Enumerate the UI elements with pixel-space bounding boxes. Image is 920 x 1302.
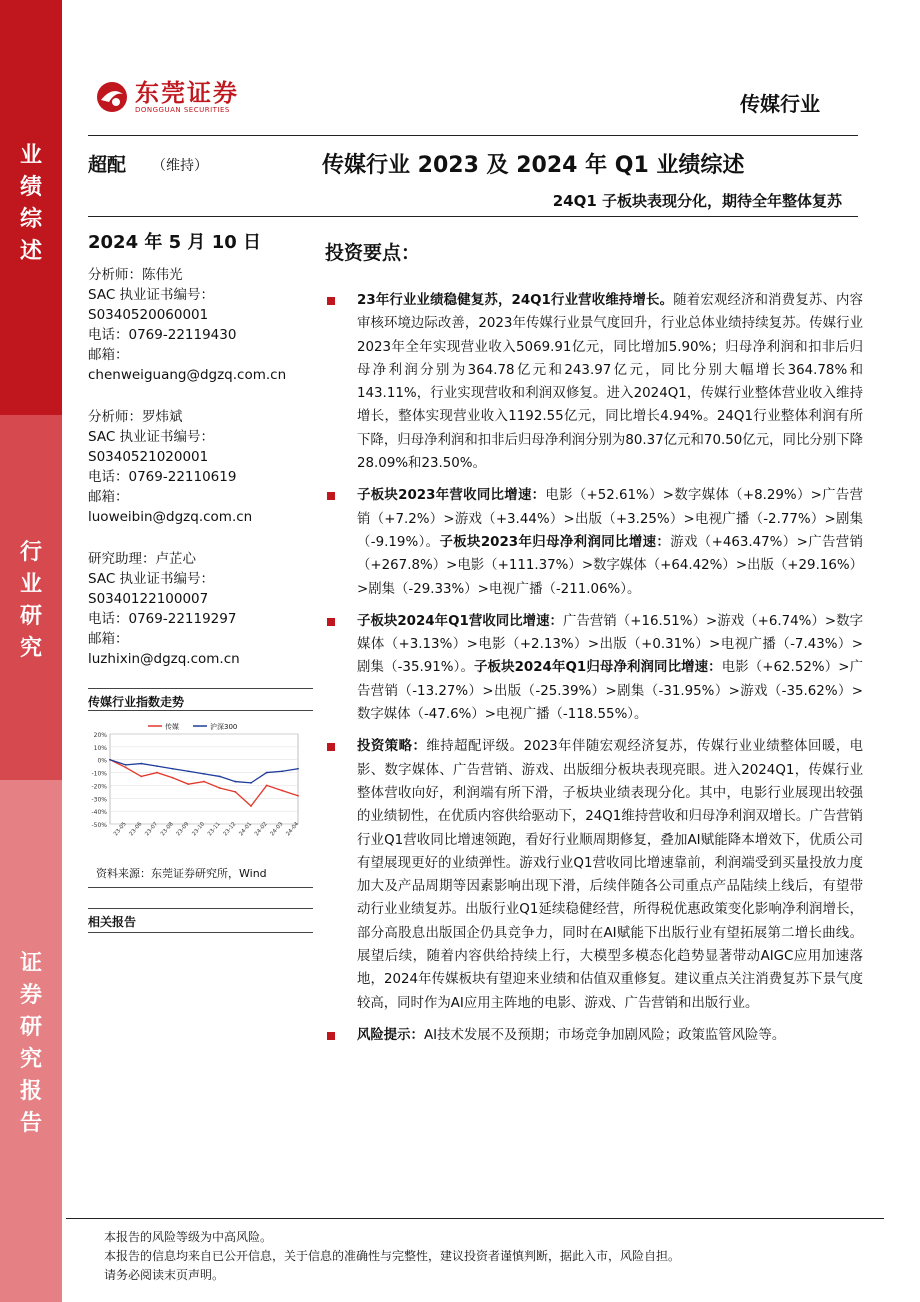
- highlight-bullet: [325, 1024, 863, 1047]
- sidebar-char: 业: [19, 143, 42, 168]
- chart-point-series-0: [172, 777, 174, 779]
- author-block: [88, 549, 313, 669]
- sidebar: [0, 0, 62, 1302]
- chart-point-series-0: [281, 790, 283, 792]
- disclaimer: [104, 1228, 680, 1285]
- chart-point-series-1: [250, 782, 252, 784]
- footer-divider: [66, 1218, 884, 1219]
- left-column: [88, 232, 313, 691]
- bullet-square-icon: [327, 618, 335, 626]
- title-divider: [88, 216, 858, 217]
- chart-legend-label: 传媒: [165, 723, 179, 731]
- chart-point-series-1: [109, 759, 111, 761]
- author-info-line: S0340122100007: [88, 591, 209, 607]
- disclaimer-line: 本报告的风险等级为中高风险。: [104, 1230, 273, 1244]
- bullet-heading: 子板块2024年Q1归母净利润同比增速：: [474, 660, 722, 676]
- chart-x-tick-label: 24-01: [238, 821, 254, 838]
- rating: 超配: [88, 154, 127, 176]
- sidebar-char: 究: [19, 1047, 42, 1072]
- author-info-line: SAC 执业证书编号：: [88, 429, 215, 445]
- bullet-square-icon: [327, 297, 335, 305]
- author-block: [88, 265, 313, 385]
- author-info-line: 研究助理：卢芷心: [88, 551, 196, 567]
- header-divider: [88, 135, 858, 136]
- chart-y-tick-label: -10%: [91, 770, 107, 778]
- chart-legend-label: 沪深300: [210, 723, 238, 731]
- sidebar-char: 证: [19, 951, 42, 976]
- report-subtitle: 24Q1 子板块表现分化，期待全年整体复苏: [552, 192, 842, 210]
- sidebar-char: 券: [19, 983, 42, 1008]
- chart-x-tick-label: 23-09: [175, 821, 191, 838]
- chart-svg: [88, 712, 313, 862]
- chart-y-tick-label: -30%: [91, 796, 107, 804]
- bullet-heading: 投资策略：: [357, 739, 427, 755]
- chart-point-series-1: [187, 770, 189, 772]
- investment-highlights: [325, 238, 863, 1056]
- sidebar-char: 研: [19, 1015, 42, 1040]
- chart-y-tick-label: 20%: [93, 732, 107, 739]
- chart-point-series-0: [187, 783, 189, 785]
- sidebar-char: 行: [19, 540, 42, 565]
- chart-point-series-0: [125, 767, 127, 769]
- author-info-line: 电话：0769-22110619: [88, 469, 237, 485]
- chart-point-series-1: [125, 764, 127, 766]
- chart-point-series-0: [140, 776, 142, 778]
- chart-x-tick-label: 23-12: [222, 821, 238, 838]
- disclaimer-line: 本报告的信息均来自已公开信息，关于信息的准确性与完整性，建议投资者谨慎判断，据此入市，风险自担。: [104, 1249, 681, 1263]
- chart-x-tick-label: 23-05: [112, 821, 128, 838]
- logo-icon: [95, 80, 129, 114]
- chart-y-tick-label: 0%: [97, 757, 107, 765]
- related-rule: [88, 932, 313, 933]
- chart-point-series-1: [297, 768, 299, 770]
- author-info-line: 电话：0769-22119297: [88, 611, 237, 627]
- author-info-line: 电话：0769-22119430: [88, 327, 237, 343]
- author-info-line: SAC 执业证书编号：: [88, 571, 215, 587]
- chart-x-tick-label: 24-03: [269, 821, 285, 838]
- author-info-line: SAC 执业证书编号：: [88, 287, 215, 303]
- highlight-bullet: [325, 484, 863, 600]
- index-trend-chart: [88, 712, 313, 862]
- bullet-heading: 子板块2024年Q1营收同比增速：: [357, 613, 563, 629]
- chart-series-line-1: [110, 760, 298, 783]
- chart-point-series-1: [281, 770, 283, 772]
- bullet-heading: 子板块2023年营收同比增速：: [357, 488, 546, 504]
- chart-point-series-0: [203, 781, 205, 783]
- sidebar-section-report: [0, 780, 62, 1302]
- chart-point-series-0: [266, 785, 268, 787]
- chart-point-series-0: [234, 791, 236, 793]
- bullet-square-icon: [327, 492, 335, 500]
- chart-y-tick-label: -50%: [91, 822, 107, 829]
- sidebar-char: 绩: [19, 175, 42, 200]
- chart-y-tick-label: -20%: [91, 783, 107, 791]
- highlight-bullet: [325, 735, 863, 1015]
- rating-status: （维持）: [152, 158, 208, 174]
- chart-point-series-0: [297, 795, 299, 797]
- report-title: 传媒行业 2023 及 2024 年 Q1 业绩综述: [322, 153, 745, 178]
- bullet-square-icon: [327, 743, 335, 751]
- report-date: 2024 年 5 月 10 日: [88, 232, 262, 253]
- industry-label: 传媒行业: [740, 92, 820, 116]
- chart-title: 传媒行业指数走势: [88, 695, 185, 709]
- highlight-bullet: [325, 610, 863, 726]
- chart-point-series-1: [219, 776, 221, 778]
- sidebar-char: 报: [19, 1079, 42, 1104]
- chart-x-tick-label: 23-11: [206, 821, 222, 838]
- author-list: [88, 265, 313, 669]
- chart-top-rule: [88, 688, 313, 689]
- bullet-list: [325, 289, 863, 1047]
- highlight-bullet: [325, 289, 863, 475]
- chart-source: 资料来源：东莞证券研究所，Wind: [96, 867, 267, 880]
- sidebar-section-review: [0, 0, 62, 415]
- chart-x-tick-label: 23-08: [159, 821, 175, 838]
- chart-point-series-1: [234, 781, 236, 783]
- chart-series-line-0: [110, 760, 298, 806]
- bullet-text: AI技术发展不及预期；市场竞争加剧风险；政策监管风险等。: [423, 1027, 786, 1043]
- sidebar-char: 研: [19, 604, 42, 629]
- chart-point-series-0: [250, 805, 252, 807]
- sidebar-char: 述: [19, 239, 42, 264]
- chart-x-tick-label: 24-04: [285, 821, 301, 838]
- chart-y-tick-label: -40%: [91, 809, 107, 817]
- chart-point-series-1: [140, 763, 142, 765]
- bullet-text: 游戏（+463.47%）>广告营销（+267.8%）>电影（+111.37%）>数字媒体（+64.42%）>出版（+29.16%）>剧集（-29.33%）>电视广播（-211.06%）。: [357, 534, 863, 597]
- related-reports-title: 相关报告: [88, 915, 137, 929]
- related-top-rule: [88, 908, 313, 909]
- author-info-line: 邮箱：: [88, 347, 129, 363]
- logo-name-en: DONGGUAN SECURITIES: [135, 106, 230, 114]
- bullet-text: 广告营销（+16.51%）>游戏（+6.74%）>数字媒体（+3.13%）>电影（+2.13%）>出版（+0.31%）>电视广播（-7.43%）>剧集（-35.91%）。: [357, 613, 864, 676]
- author-info-line: 分析师：陈伟光: [88, 267, 183, 283]
- chart-point-series-1: [266, 772, 268, 774]
- chart-plot-frame: [110, 734, 298, 824]
- bullet-heading: 23年行业业绩稳健复苏，24Q1行业营收维持增长。: [357, 293, 674, 308]
- chart-title-rule: [88, 710, 313, 711]
- chart-x-tick-label: 23-10: [191, 821, 207, 838]
- bullet-heading: 子板块2023年归母净利润同比增速：: [439, 534, 671, 550]
- author-info-line: S0340521020001: [88, 449, 209, 465]
- author-info-line: luoweibin@dgzq.com.cn: [88, 509, 253, 525]
- chart-x-tick-label: 24-02: [253, 821, 269, 838]
- sidebar-char: 综: [19, 207, 42, 232]
- section-title: 投资要点：: [325, 242, 421, 264]
- chart-point-series-1: [172, 768, 174, 770]
- logo-name-cn: 东莞证券: [135, 79, 239, 107]
- chart-point-series-1: [203, 773, 205, 775]
- author-info-line: chenweiguang@dgzq.com.cn: [88, 367, 287, 383]
- author-info-line: S0340520060001: [88, 307, 209, 323]
- bullet-text: 电影（+52.61%）>数字媒体（+8.29%）>广告营销（+7.2%）>游戏（+3.44%）>出版（+3.25%）>电视广播（-2.77%）>剧集（-9.19%）。: [357, 488, 863, 550]
- author-info-line: 邮箱：: [88, 489, 129, 505]
- chart-y-tick-label: 10%: [93, 744, 107, 752]
- chart-x-tick-label: 23-07: [144, 821, 160, 838]
- bullet-text: 维持超配评级。2023年伴随宏观经济复苏，传媒行业业绩整体回暖，电影、数字媒体、广告营销、游戏、出版细分板块表现亮眼。进入2024Q1，传媒行业整体营收向好，利润端有所下滑，子板块业绩表现分化。其中，电影行业展现出较强的业绩韧性，在优质内容供给驱动下，24Q1维持营收和归母净利润双增长。广告营销行业Q1营收同比增速领跑，看好行业顺周期修复，叠加AI赋能降本增效下，优质公司有望展现更好的业绩弹性。游戏行业Q1营收同比增速靠前，利润端受到买量投放力度加大及产品周期等因素影响出现下滑，后续伴随各公司重点产品陆续上线后，有望带动行业业绩复苏。出版行业Q1延续稳健经营，所得税优惠政策变化影响净利润增长，部分高股息出版国企仍具竞争力，同时在AI赋能下出版行业有望拓展第二增长曲线。展望后续，随着内容供给持续上行，大模型多模态化趋势显著带动AIGC应用加速落地，2024年传媒板块有望迎来业绩和估值双重修复。建议重点关注消费复苏下景气度较高，同时作为AI应用主阵地的电影、游戏、广告营销和出版行业。: [357, 739, 864, 1011]
- chart-point-series-1: [156, 765, 158, 767]
- author-info-line: 邮箱：: [88, 631, 129, 647]
- source-rule: [88, 887, 313, 888]
- bullet-text: 随着宏观经济和消费复苏、内容审核环境边际改善，2023年传媒行业景气度回升，行业总体业绩持续复苏。传媒行业2023年全年实现营业收入5069.91亿元，同比增加5.90%；归母净利润和扣非后归母净利润分别为364.78亿元和243.97亿元，同比分别大幅增长364.78%和143.11%，行业实现营收和利润双修复。进入2024Q1，传媒行业整体营业收入维持增长，整体实现营业收入1192.55亿元，同比增长4.94%。24Q1行业整体利润有所下降，归母净利润和扣非后归母净利润分别为80.37亿元和70.50亿元，同比分别下降28.09%和23.50%。: [357, 293, 864, 472]
- chart-point-series-0: [156, 772, 158, 774]
- sidebar-char: 究: [19, 636, 42, 661]
- sidebar-char: 业: [19, 572, 42, 597]
- author-info-line: 分析师：罗炜斌: [88, 409, 183, 425]
- company-logo: [95, 80, 239, 114]
- chart-point-series-0: [219, 787, 221, 789]
- bullet-text: 电影（+62.52%）>广告营销（-13.27%）>出版（-25.39%）>剧集（-31.95%）>游戏（-35.62%）>数字媒体（-47.6%）>电视广播（-118.55%）。: [357, 660, 864, 723]
- bullet-heading: 风险提示：: [357, 1027, 424, 1043]
- disclaimer-line: 请务必阅读末页声明。: [104, 1268, 225, 1282]
- sidebar-char: 告: [19, 1111, 42, 1136]
- sidebar-section-industry: [0, 415, 62, 780]
- author-info-line: luzhixin@dgzq.com.cn: [88, 651, 240, 667]
- chart-x-tick-label: 23-06: [128, 821, 144, 838]
- bullet-square-icon: [327, 1032, 335, 1040]
- author-block: [88, 407, 313, 527]
